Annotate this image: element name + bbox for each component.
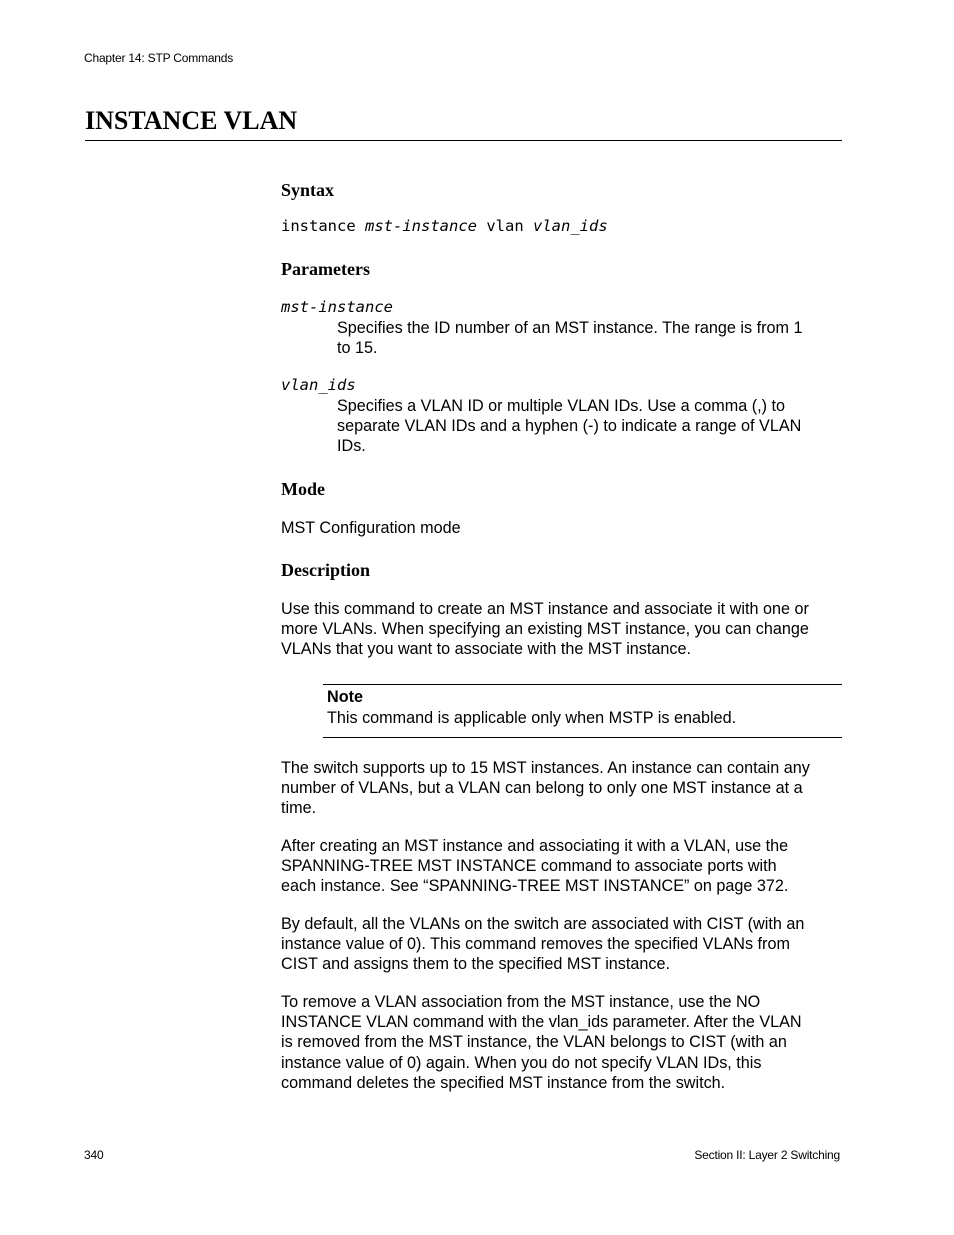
parameters-heading: Parameters [281, 259, 370, 279]
description-paragraph-3 [281, 836, 842, 897]
note-title: Note [327, 688, 363, 706]
paragraph-line: VLANs that you want to associate with the MST instance. [281, 640, 691, 659]
paragraph-line: Use this command to create an MST instance and associate it with one or [281, 600, 809, 618]
running-header: Chapter 14: STP Commands [84, 51, 234, 65]
paragraph-line: instance value of 0). This command removes the specified VLANs from [281, 935, 790, 954]
page-title: INSTANCE VLAN [85, 106, 298, 135]
param-desc-mst-instance [337, 318, 842, 358]
mode-heading: Mode [281, 479, 325, 499]
paragraph-line: CIST and assigns them to the specified MST instance. [281, 955, 670, 974]
syntax-heading: Syntax [281, 180, 335, 200]
paragraph-line: instance value of 0) again. When you do not specify VLAN IDs, this [281, 1053, 762, 1072]
paragraph-line: To remove a VLAN association from the MST instance, use the NO [281, 993, 761, 1011]
title-rule [85, 140, 842, 141]
syntax-line [281, 217, 608, 235]
paragraph-line: The switch supports up to 15 MST instances. An instance can contain any [281, 759, 810, 777]
paragraph-line: By default, all the VLANs on the switch are associated with CIST (with an [281, 915, 805, 933]
paragraph-line: After creating an MST instance and associating it with a VLAN, use the [281, 837, 789, 855]
description-paragraph-1 [281, 599, 842, 660]
paragraph-line: more VLANs. When specifying an existing MST instance, you can change [281, 620, 809, 639]
syntax-arg-vlan-ids: vlan_ids [533, 217, 608, 235]
syntax-command: instance [281, 217, 356, 235]
note-top-rule [323, 684, 842, 685]
param-name-vlan-ids: vlan_ids [281, 376, 356, 394]
page-number: 340 [84, 1148, 104, 1162]
param-desc-line: IDs. [337, 437, 366, 456]
paragraph-line: each instance. See “SPANNING-TREE MST INSTANCE” on page 372. [281, 877, 789, 896]
param-desc-line: separate VLAN IDs and a hyphen (-) to indicate a range of VLAN [337, 417, 802, 436]
paragraph-line: command deletes the specified MST instance from the switch. [281, 1073, 726, 1092]
paragraph-line: INSTANCE VLAN command with the vlan_ids parameter. After the VLAN [281, 1013, 802, 1032]
note-bottom-rule [323, 737, 842, 738]
paragraph-line: time. [281, 799, 317, 818]
description-heading: Description [281, 560, 370, 580]
param-desc-line: to 15. [337, 339, 378, 358]
paragraph-line: number of VLANs, but a VLAN can belong to only one MST instance at a [281, 779, 803, 798]
param-name-mst-instance: mst-instance [281, 298, 393, 316]
param-desc-line: Specifies the ID number of an MST instance. The range is from 1 [337, 319, 803, 337]
syntax-keyword-vlan: vlan [486, 217, 524, 235]
param-desc-vlan-ids [337, 396, 842, 457]
param-desc-line: Specifies a VLAN ID or multiple VLAN IDs. Use a comma (,) to [337, 397, 786, 415]
paragraph-line: SPANNING-TREE MST INSTANCE command to associate ports with [281, 857, 777, 876]
description-paragraph-4 [281, 914, 842, 975]
paragraph-line: is removed from the MST instance, the VLAN belongs to CIST (with an [281, 1033, 787, 1052]
mode-text: MST Configuration mode [281, 519, 461, 537]
syntax-arg-mst-instance: mst-instance [365, 217, 477, 235]
description-paragraph-5 [281, 992, 842, 1093]
description-paragraph-2 [281, 758, 842, 819]
note-text: This command is applicable only when MSTP is enabled. [327, 709, 737, 727]
running-footer-section: Section II: Layer 2 Switching [694, 1148, 840, 1162]
